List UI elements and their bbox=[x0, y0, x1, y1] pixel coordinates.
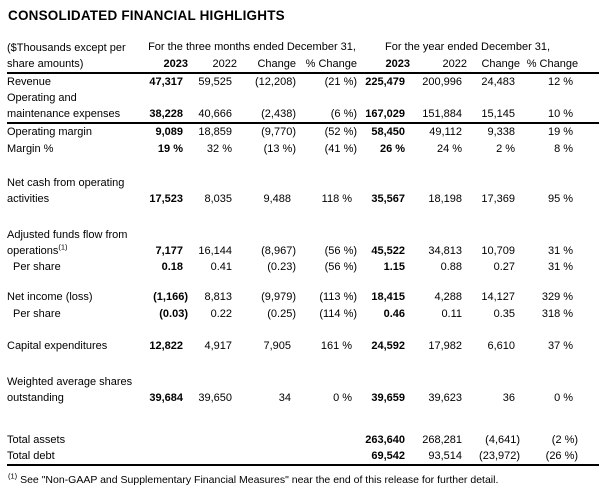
group-header-quarter: For the three months ended December 31, bbox=[148, 41, 356, 53]
cell: 39,650 bbox=[198, 392, 232, 404]
cell: 39,684 bbox=[149, 392, 183, 404]
cell: 24 % bbox=[436, 143, 463, 155]
footnote-ref: (1) bbox=[58, 242, 68, 252]
cell: 34 bbox=[278, 392, 291, 404]
cell: 34,813 bbox=[428, 245, 463, 257]
table-row-affo-per-share bbox=[7, 259, 599, 275]
cell: 118 % bbox=[321, 193, 353, 205]
cell: 2 % bbox=[496, 143, 516, 155]
cell: (113 %) bbox=[319, 291, 358, 303]
table-row-net-income bbox=[7, 289, 599, 305]
cell: (6 %) bbox=[296, 90, 357, 123]
spacer-row bbox=[7, 207, 599, 227]
cell: 9,089 bbox=[155, 126, 183, 138]
cell: 49,112 bbox=[429, 126, 463, 138]
table-row-capital-expenditures bbox=[7, 338, 599, 354]
row-label: Total debt bbox=[7, 448, 147, 465]
table-row-operating-expenses bbox=[7, 90, 599, 123]
col-header-q-2023: 2023 bbox=[147, 55, 188, 73]
cell: 151,884 bbox=[410, 90, 467, 123]
cell: 9,488 bbox=[263, 193, 291, 205]
cell: 38,228 bbox=[147, 90, 188, 123]
cell: 0.11 bbox=[441, 308, 463, 320]
cell: (12,208) bbox=[255, 76, 296, 88]
cell: 1.15 bbox=[383, 261, 406, 273]
cell: 40,666 bbox=[188, 90, 237, 123]
row-spacer bbox=[578, 175, 599, 207]
table-row-adjusted-funds-flow bbox=[7, 227, 599, 259]
table-row-net-cash-operating bbox=[7, 175, 599, 207]
cell: 7,177 bbox=[155, 245, 183, 257]
cell: 263,640 bbox=[365, 434, 406, 446]
cell: 0 % bbox=[333, 392, 353, 404]
cell: 14,127 bbox=[481, 291, 516, 303]
cell: 36 bbox=[502, 392, 516, 404]
row-spacer bbox=[578, 289, 599, 305]
cell: (9,979) bbox=[261, 291, 296, 303]
cell: 0.18 bbox=[161, 261, 183, 273]
cell: (0.03) bbox=[159, 308, 188, 320]
cell: 0.22 bbox=[210, 308, 232, 320]
cell: 39,623 bbox=[428, 392, 463, 404]
cell: (56 %) bbox=[324, 245, 358, 257]
row-spacer bbox=[578, 73, 599, 90]
cell: 69,542 bbox=[357, 448, 410, 465]
units-note-line1: ($Thousands except per bbox=[7, 42, 126, 54]
cell: 268,281 bbox=[422, 434, 463, 446]
cell: (4,641) bbox=[485, 434, 521, 446]
row-label: Weighted average shares outstanding bbox=[7, 376, 133, 404]
units-note bbox=[7, 37, 147, 73]
row-spacer bbox=[578, 430, 599, 448]
cell: (1,166) bbox=[153, 291, 188, 303]
cell: 4,917 bbox=[204, 340, 232, 352]
row-spacer bbox=[578, 305, 599, 322]
cell bbox=[147, 430, 188, 448]
cell: 6,610 bbox=[487, 340, 516, 352]
row-label: Revenue bbox=[7, 76, 52, 88]
cell: (56 %) bbox=[324, 261, 358, 273]
cell: 0.46 bbox=[383, 308, 406, 320]
cell: (21 %) bbox=[324, 76, 358, 88]
table-row-total-debt bbox=[7, 448, 599, 465]
cell: 0.35 bbox=[493, 308, 516, 320]
cell: 45,522 bbox=[371, 245, 406, 257]
cell: 93,514 bbox=[410, 448, 467, 465]
cell: 26 % bbox=[379, 143, 406, 155]
cell: (2,438) bbox=[237, 90, 296, 123]
row-label: Net cash from operating activities bbox=[7, 177, 125, 205]
cell: 24,592 bbox=[371, 340, 406, 352]
cell: 0.88 bbox=[440, 261, 463, 273]
financial-highlights-table bbox=[7, 37, 599, 466]
cell: 16,144 bbox=[198, 245, 232, 257]
cell: 37 % bbox=[547, 340, 574, 352]
cell: 0 % bbox=[554, 392, 574, 404]
cell: 8,035 bbox=[204, 193, 232, 205]
cell: 19 % bbox=[547, 126, 574, 138]
col-header-y-change: Change bbox=[467, 55, 520, 73]
page-title: CONSOLIDATED FINANCIAL HIGHLIGHTS bbox=[8, 8, 285, 23]
cell: 167,029 bbox=[357, 90, 410, 123]
group-header-year: For the year ended December 31, bbox=[385, 41, 551, 53]
cell: 31 % bbox=[547, 245, 574, 257]
units-note-line2: share amounts) bbox=[7, 58, 84, 70]
row-spacer bbox=[578, 227, 599, 259]
cell: 47,317 bbox=[149, 76, 183, 88]
cell: 59,525 bbox=[198, 76, 232, 88]
footnote-text: See "Non-GAAP and Supplementary Financial Measures" near the end of this release for further detail. bbox=[20, 474, 499, 486]
table-row-total-assets bbox=[7, 430, 599, 448]
cell: (41 %) bbox=[324, 143, 358, 155]
row-label: Net income (loss) bbox=[7, 291, 93, 303]
cell: 200,996 bbox=[422, 76, 463, 88]
cell: 10,709 bbox=[481, 245, 516, 257]
col-header-y-2023: 2023 bbox=[357, 55, 410, 73]
cell bbox=[188, 430, 237, 448]
row-label: Capital expenditures bbox=[7, 340, 108, 352]
cell bbox=[237, 430, 296, 448]
col-header-y-2022: 2022 bbox=[410, 55, 467, 73]
cell: (52 %) bbox=[324, 126, 358, 138]
row-spacer bbox=[578, 90, 599, 123]
cell: 95 % bbox=[547, 193, 574, 205]
cell: (0.23) bbox=[267, 261, 296, 273]
col-header-q-change: Change bbox=[237, 55, 296, 73]
row-label: Per share bbox=[13, 261, 61, 273]
cell bbox=[296, 448, 357, 465]
row-spacer bbox=[578, 374, 599, 406]
cell: 17,982 bbox=[428, 340, 463, 352]
cell: 18,415 bbox=[371, 291, 406, 303]
cell: 161 % bbox=[320, 340, 353, 352]
cell: 17,523 bbox=[149, 193, 183, 205]
cell: 31 % bbox=[547, 261, 574, 273]
cell: 9,338 bbox=[487, 126, 516, 138]
col-header-q-2022: 2022 bbox=[188, 55, 237, 73]
cell: 7,905 bbox=[263, 340, 291, 352]
cell: 15,145 bbox=[467, 90, 520, 123]
cell: 0.27 bbox=[493, 261, 516, 273]
cell: (13 %) bbox=[263, 143, 296, 155]
table-row-net-income-per-share bbox=[7, 305, 599, 322]
cell bbox=[188, 448, 237, 465]
cell: 329 % bbox=[541, 291, 574, 303]
cell: (0.25) bbox=[267, 308, 296, 320]
row-spacer bbox=[578, 338, 599, 354]
row-spacer bbox=[578, 140, 599, 157]
cell: 18,198 bbox=[428, 193, 463, 205]
spacer-row bbox=[7, 354, 599, 374]
cell: (114 %) bbox=[319, 308, 358, 320]
cell: 35,567 bbox=[371, 193, 406, 205]
footnote-marker: (1) bbox=[8, 471, 18, 481]
cell: 19 % bbox=[157, 143, 183, 155]
cell: 8 % bbox=[554, 143, 574, 155]
row-label: Margin % bbox=[7, 143, 54, 155]
col-header-q-pct-change: % Change bbox=[296, 55, 357, 73]
col-header-y-pct-change: % Change bbox=[520, 55, 578, 73]
cell: 10 % bbox=[520, 90, 578, 123]
cell: 24,483 bbox=[481, 76, 516, 88]
cell: 225,479 bbox=[365, 76, 406, 88]
cell: 4,288 bbox=[434, 291, 463, 303]
table-row-operating-margin bbox=[7, 123, 599, 140]
footnote bbox=[8, 473, 599, 487]
cell: 17,369 bbox=[481, 193, 516, 205]
cell: (9,770) bbox=[261, 126, 296, 138]
table-row-margin-pct bbox=[7, 140, 599, 157]
cell: 0.41 bbox=[210, 261, 232, 273]
cell: 58,450 bbox=[371, 126, 406, 138]
row-label: Operating margin bbox=[7, 126, 92, 138]
cell: 318 % bbox=[541, 308, 574, 320]
row-spacer bbox=[578, 448, 599, 465]
row-spacer bbox=[578, 259, 599, 275]
spacer-row bbox=[7, 157, 599, 175]
header-spacer bbox=[578, 37, 599, 73]
cell: (8,967) bbox=[261, 245, 296, 257]
cell bbox=[237, 448, 296, 465]
row-label: Adjusted funds flow from operations$^{(1)}$ bbox=[7, 229, 128, 257]
cell: 12 % bbox=[547, 76, 574, 88]
cell: (23,972) bbox=[467, 448, 520, 465]
row-label: Per share bbox=[13, 308, 61, 320]
row-label: Operating and maintenance expenses bbox=[7, 90, 147, 123]
cell bbox=[296, 430, 357, 448]
cell: 39,659 bbox=[371, 392, 406, 404]
row-spacer bbox=[578, 123, 599, 140]
cell: 8,813 bbox=[204, 291, 232, 303]
spacer-row bbox=[7, 275, 599, 289]
spacer-row bbox=[7, 406, 599, 430]
cell: (2 %) bbox=[551, 434, 579, 446]
cell: (26 %) bbox=[520, 448, 578, 465]
cell bbox=[147, 448, 188, 465]
cell: 12,822 bbox=[149, 340, 183, 352]
table-row-weighted-average-shares bbox=[7, 374, 599, 406]
group-header-row bbox=[7, 37, 599, 55]
cell: 18,859 bbox=[198, 126, 232, 138]
row-label: Total assets bbox=[7, 434, 66, 446]
table-row-revenue bbox=[7, 73, 599, 90]
spacer-row bbox=[7, 322, 599, 338]
cell: 32 % bbox=[206, 143, 232, 155]
